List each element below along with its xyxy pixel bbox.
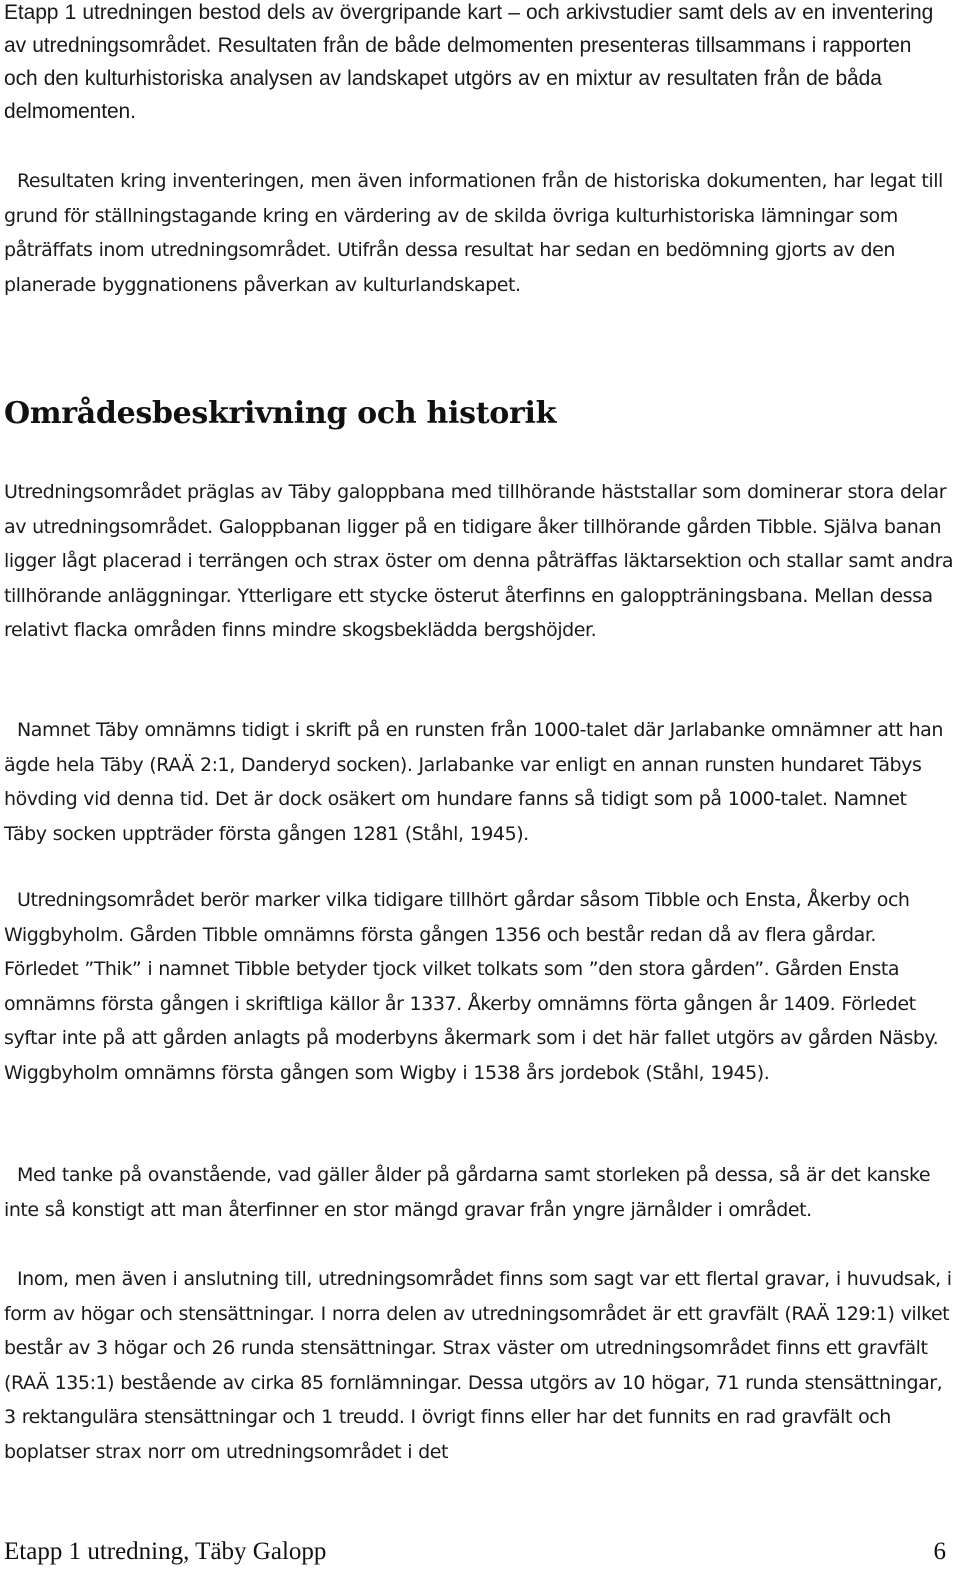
paragraph-graves-detail: Inom, men även i anslutning till, utredningsområdet finns som sagt var ett flertal gravar, i huvudsak, i form av högar och stensättningar. I norra delen av utredningsområdet är ett gravfält (RAÄ 129:1) vilket består av 3 högar och 26 runda stensättningar. Strax väster om utredningsområdet finns ett gravfält (RAÄ 135:1) bestående av cirka 85 fornlämningar. Dessa utgörs av 10 högar, 71 runda stensättningar, 3 rektangulära stensättningar och 1 treudd. I övrigt finns eller har det funnits en rad gravfält och boplatser strax norr om utredningsområdet i det [4,1268,952,1463]
paragraph-farms: Utredningsområdet berör marker vilka tidigare tillhört gårdar såsom Tibble och Ensta, Åkerby och Wiggbyholm. Gården Tibble omnämns första gången 1356 och består redan då av flera gårdar. Förledet ”Thik” i namnet Tibble betyder tjock vilket tolkats som ”den stora gården”. Gården Ensta omnämns första gången i skriftliga källor år 1337. Åkerby omnämns förta gången år 1409. Förledet syftar inte på att gården anlagts på moderbyns åkermark som i det här fallet utgörs av gården Näsby. Wiggbyholm omnämns första gången som Wigby i 1538 års jordebok (Ståhl, 1945). [4,889,939,1084]
paragraph-intro: Etapp 1 utredningen bestod dels av övergripande kart – och arkivstudier samt dels av en inventering av utredningsområdet. Resultaten från de både delmomenten presenteras tillsammans i rapporten och den kulturhistoriska analysen av landskapet utgörs av en mixtur av resultaten från de båda delmomenten. [4,1,934,123]
page-footer [4,1532,946,1572]
paragraph-area-description: Utredningsområdet präglas av Täby galoppbana med tillhörande häststallar som dominerar stora delar av utredningsområdet. Galoppbanan ligger på en tidigare åker tillhörande gården Tibble. Själva banan ligger lågt placerad i terrängen och strax öster om denna påträffas läktarsektion och stallar samt andra tillhörande anläggningar. Ytterligare ett stycke österut återfinns en galoppträningsbana. Mellan dessa relativt flacka områden finns mindre skogsbeklädda bergshöjder. [4,481,954,641]
paragraph-results: Resultaten kring inventeringen, men även informationen från de historiska dokumenten, har legat till grund för ställningstagande kring en värdering av de skilda övriga kulturhistoriska lämningar som påträffats inom utredningsområdet. Utifrån dessa resultat har sedan en bedömning gjorts av den planerade byggnationens påverkan av kulturlandskapet. [4,170,943,296]
page-number: 6 [933,1538,946,1565]
section-heading: Områdesbeskrivning och historik [4,396,557,431]
paragraph-taby-name: Namnet Täby omnämns tidigt i skrift på en runsten från 1000-talet där Jarlabanke omnämner att han ägde hela Täby (RAÄ 2:1, Danderyd socken). Jarlabanke var enligt en annan runsten hundaret Täbys hövding vid denna tid. Det är dock osäkert om hundare fanns så tidigt som på 1000-talet. Namnet Täby socken uppträder första gången 1281 (Ståhl, 1945). [4,719,943,845]
paragraph-graves-intro: Med tanke på ovanstående, vad gäller ålder på gårdarna samt storleken på dessa, så är det kanske inte så konstigt att man återfinner en stor mängd gravar från yngre järnålder i området. [4,1164,931,1221]
footer-title: Etapp 1 utredning, Täby Galopp [4,1538,327,1565]
